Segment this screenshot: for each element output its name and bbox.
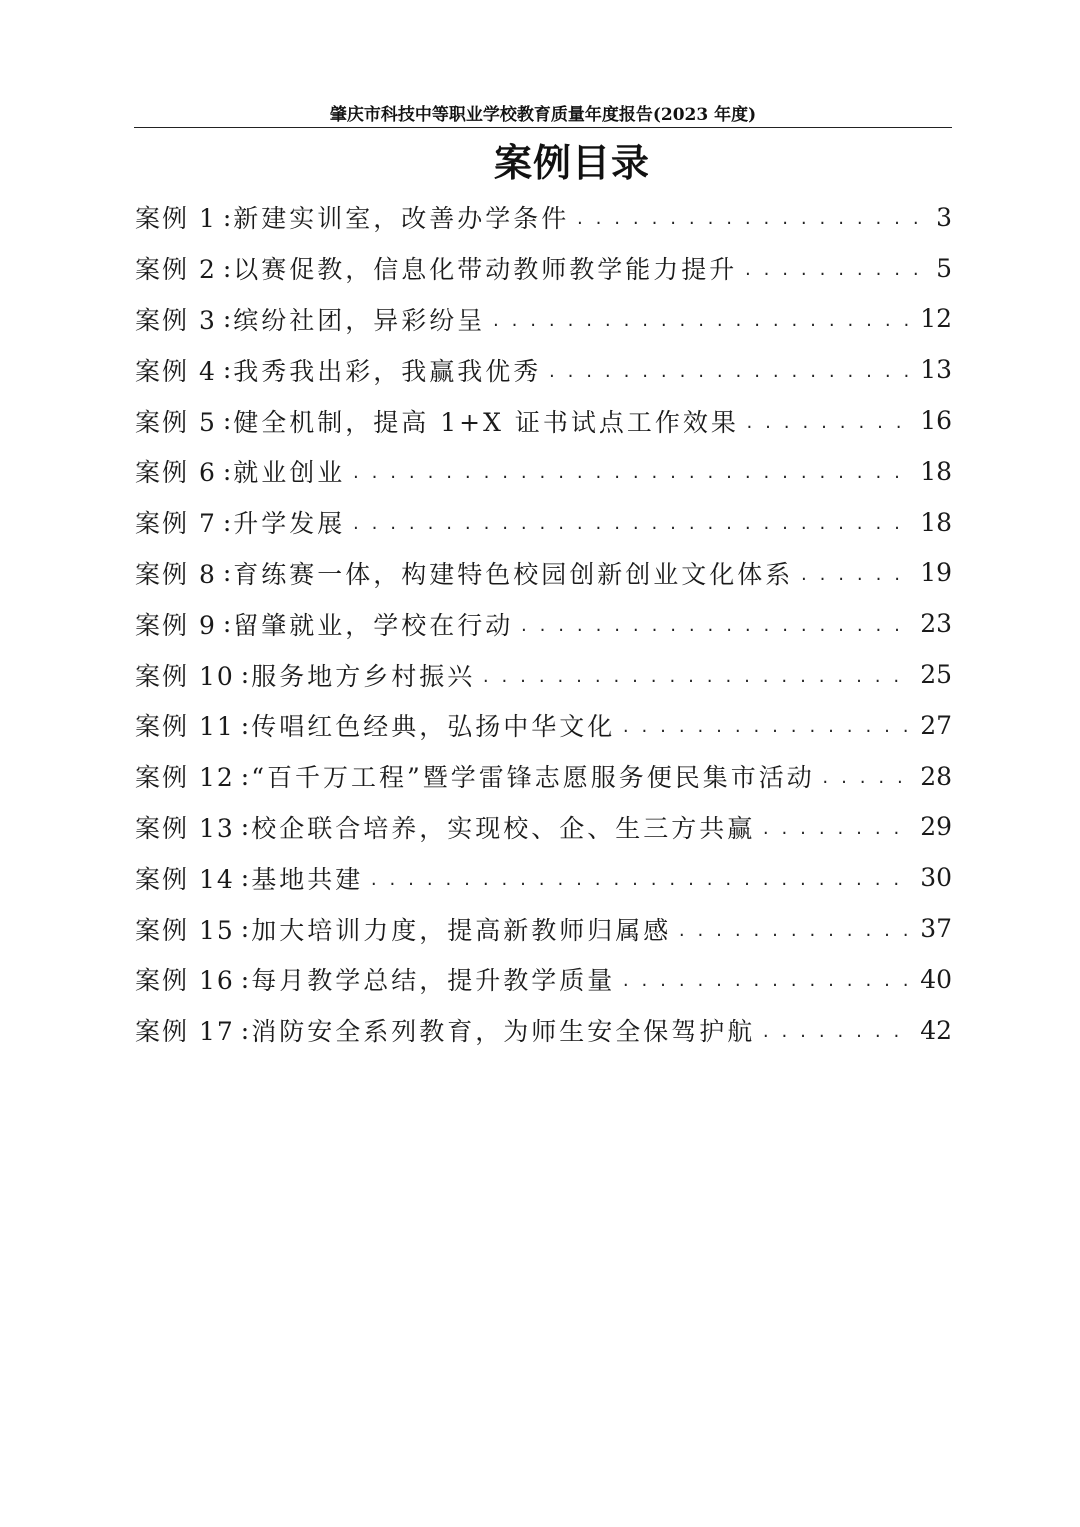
- toc-entry-title: 新建实训室，改善办学条件: [233, 204, 570, 234]
- toc-entry-page: 12: [920, 304, 952, 334]
- toc-dot-leader: [821, 763, 912, 789]
- toc-entry-separator: :: [222, 406, 232, 436]
- toc-entry-3[interactable]: [135, 294, 952, 345]
- toc-dot-leader: [351, 458, 912, 484]
- toc-entry-label: 案例 17: [135, 1017, 235, 1047]
- toc-entry-separator: :: [240, 1015, 250, 1045]
- toc-entry-title: 健全机制，提高 1+X 证书试点工作效果: [233, 407, 739, 437]
- toc-entry-11[interactable]: [135, 700, 952, 751]
- toc-entry-title: 每月教学总结，提升教学质量: [251, 966, 616, 996]
- toc-entry-separator: :: [240, 660, 250, 690]
- toc-entry-title: 传唱红色经典，弘扬中华文化: [251, 712, 616, 742]
- toc-entry-separator: :: [240, 710, 250, 740]
- toc-entry-label: 案例 6: [135, 458, 217, 488]
- table-of-contents: [135, 192, 952, 1056]
- toc-entry-page: 37: [920, 914, 952, 944]
- toc-entry-8[interactable]: [135, 548, 952, 599]
- toc-entry-separator: :: [222, 253, 232, 283]
- toc-entry-label: 案例 5: [135, 407, 217, 437]
- toc-dot-leader: [761, 814, 912, 840]
- toc-entry-separator: :: [240, 812, 250, 842]
- toc-entry-page: 28: [920, 761, 952, 791]
- toc-dot-leader: [351, 509, 912, 535]
- toc-entry-page: 30: [920, 863, 952, 893]
- toc-entry-label: 案例 12: [135, 763, 235, 793]
- toc-entry-title: 留肇就业，学校在行动: [233, 610, 514, 640]
- toc-dot-leader: [745, 408, 912, 434]
- toc-entry-separator: :: [222, 304, 232, 334]
- toc-entry-label: 案例 1: [135, 204, 217, 234]
- toc-entry-label: 案例 7: [135, 509, 217, 539]
- toc-entry-page: 19: [920, 558, 952, 588]
- toc-entry-title: “百千万工程”暨学雷锋志愿服务便民集市活动: [251, 763, 815, 793]
- toc-entry-13[interactable]: [135, 802, 952, 853]
- toc-entry-page: 25: [920, 660, 952, 690]
- toc-entry-page: 3: [936, 202, 952, 232]
- toc-entry-page: 18: [920, 507, 952, 537]
- toc-entry-6[interactable]: [135, 446, 952, 497]
- toc-dot-leader: [761, 1017, 912, 1043]
- toc-entry-15[interactable]: [135, 903, 952, 954]
- toc-entry-separator: :: [222, 507, 232, 537]
- toc-entry-label: 案例 15: [135, 915, 235, 945]
- toc-entry-label: 案例 8: [135, 559, 217, 589]
- toc-entry-separator: :: [222, 355, 232, 385]
- toc-entry-separator: :: [240, 964, 250, 994]
- toc-entry-page: 18: [920, 456, 952, 486]
- toc-entry-page: 42: [920, 1015, 952, 1045]
- toc-entry-label: 案例 11: [135, 712, 235, 742]
- toc-entry-page: 29: [920, 812, 952, 842]
- toc-dot-leader: [547, 357, 912, 383]
- toc-entry-9[interactable]: [135, 598, 952, 649]
- header-divider: [134, 127, 952, 128]
- toc-entry-7[interactable]: [135, 497, 952, 548]
- toc-entry-page: 16: [920, 406, 952, 436]
- toc-entry-label: 案例 4: [135, 356, 217, 386]
- toc-entry-separator: :: [222, 558, 232, 588]
- toc-entry-label: 案例 3: [135, 305, 217, 335]
- toc-entry-title: 育练赛一体，构建特色校园创新创业文化体系: [233, 559, 794, 589]
- toc-dot-leader: [621, 712, 912, 738]
- toc-entry-title: 校企联合培养，实现校、企、生三方共赢: [251, 813, 756, 843]
- toc-entry-4[interactable]: [135, 344, 952, 395]
- toc-dot-leader: [621, 966, 912, 992]
- toc-entry-label: 案例 13: [135, 813, 235, 843]
- toc-entry-label: 案例 16: [135, 966, 235, 996]
- toc-entry-title: 以赛促教，信息化带动教师教学能力提升: [233, 255, 738, 285]
- toc-dot-leader: [743, 255, 928, 281]
- toc-entry-separator: :: [240, 914, 250, 944]
- toc-entry-label: 案例 14: [135, 864, 235, 894]
- toc-entry-2[interactable]: [135, 243, 952, 294]
- toc-entry-16[interactable]: [135, 954, 952, 1005]
- toc-dot-leader: [677, 916, 912, 942]
- toc-dot-leader: [799, 560, 912, 586]
- toc-entry-title: 服务地方乡村振兴: [251, 661, 476, 691]
- toc-entry-title: 基地共建: [251, 864, 364, 894]
- toc-entry-17[interactable]: [135, 1005, 952, 1056]
- toc-entry-title: 升学发展: [233, 509, 346, 539]
- toc-entry-label: 案例 10: [135, 661, 235, 691]
- toc-entry-page: 13: [920, 355, 952, 385]
- toc-dot-leader: [491, 306, 912, 332]
- toc-entry-10[interactable]: [135, 649, 952, 700]
- toc-entry-14[interactable]: [135, 852, 952, 903]
- toc-entry-5[interactable]: [135, 395, 952, 446]
- toc-dot-leader: [575, 204, 928, 230]
- report-header: 肇庆市科技中等职业学校教育质量年度报告(2023 年度): [329, 105, 757, 125]
- toc-entry-separator: :: [240, 761, 250, 791]
- toc-entry-separator: :: [240, 863, 250, 893]
- toc-entry-label: 案例 9: [135, 610, 217, 640]
- toc-entry-title: 缤纷社团，异彩纷呈: [233, 305, 486, 335]
- toc-entry-title: 就业创业: [233, 458, 346, 488]
- toc-entry-1[interactable]: [135, 192, 952, 243]
- toc-entry-page: 23: [920, 609, 952, 639]
- toc-entry-separator: :: [222, 202, 232, 232]
- page-title: 案例目录: [493, 141, 650, 185]
- toc-entry-title: 加大培训力度，提高新教师归属感: [251, 915, 672, 945]
- toc-entry-page: 27: [920, 710, 952, 740]
- toc-entry-separator: :: [222, 609, 232, 639]
- toc-entry-title: 消防安全系列教育，为师生安全保驾护航: [251, 1017, 756, 1047]
- toc-entry-label: 案例 2: [135, 255, 217, 285]
- toc-entry-separator: :: [222, 456, 232, 486]
- toc-dot-leader: [519, 611, 912, 637]
- toc-entry-12[interactable]: [135, 751, 952, 802]
- toc-entry-page: 40: [920, 964, 952, 994]
- toc-dot-leader: [481, 662, 912, 688]
- toc-entry-page: 5: [936, 253, 952, 283]
- toc-entry-title: 我秀我出彩，我赢我优秀: [233, 356, 542, 386]
- toc-dot-leader: [369, 865, 912, 891]
